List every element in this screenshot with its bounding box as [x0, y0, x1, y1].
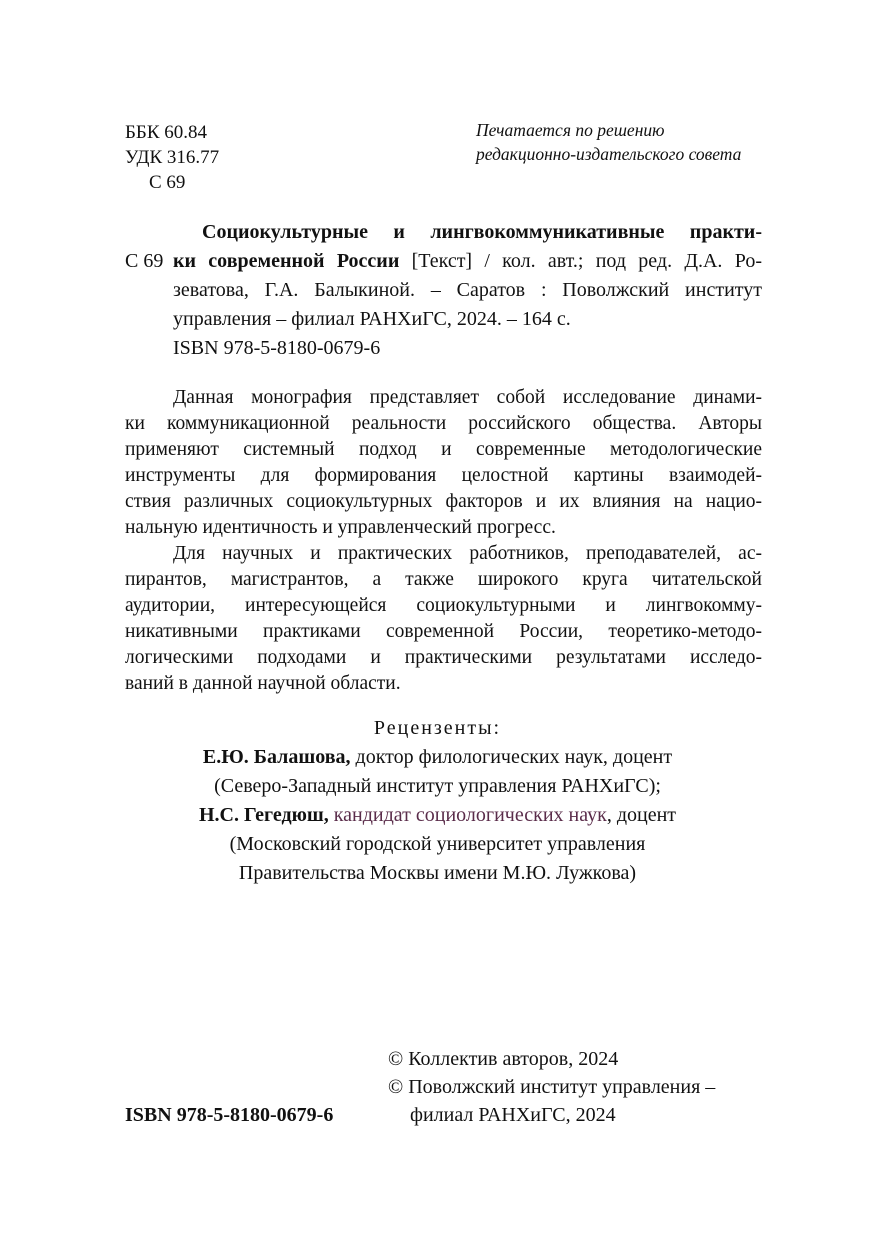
- annotation-p1-line: ствия различных социокультурных факторов и их влияния на нацио-: [125, 491, 762, 512]
- annotation-p2-line: ваний в данной научной области.: [125, 673, 401, 694]
- bibliography-isbn: ISBN 978-5-8180-0679-6: [173, 337, 381, 359]
- annotation-p1-line: ки коммуникационной реальности российского общества. Авторы: [125, 413, 762, 434]
- annotation-p2-line: Для научных и практических работников, преподавателей, ас-: [173, 543, 762, 564]
- bibliography-rest-line-2: [Текст] / кол. авт.; под ред. Д.А. Ро-: [399, 250, 762, 272]
- bibliography-side-mark: С 69: [125, 250, 164, 272]
- reviewer-1-title: доктор филологических наук, доцент: [350, 746, 673, 768]
- copyright-line-2: © Поволжский институт управления –: [388, 1076, 716, 1098]
- author-mark: С 69: [149, 172, 186, 193]
- reviewer-2-org-line-1: (Московский городской университет управления: [229, 833, 646, 855]
- bibliography-line-1: [125, 218, 762, 247]
- annotation-p2-line: аудитории, интересующейся социокультурными и лингвокомму-: [125, 595, 762, 616]
- reviewer-2-line: [0, 801, 875, 830]
- reviewer-2-title-accent: кандидат социологических наук: [333, 804, 607, 826]
- bibliography-title-part-2: ки современной России: [173, 250, 400, 272]
- reviewer-1-org: (Северо-Западный институт управления РАНХиГС);: [214, 775, 661, 797]
- bibliography-title-part-1: Социокультурные и лингвокоммуникативные практи-: [202, 221, 762, 243]
- reviewers-heading: Рецензенты:: [373, 717, 502, 739]
- bibliography-line-4: управления – филиал РАНХиГС, 2024. – 164 с.: [173, 308, 571, 330]
- annotation-p2-line: пирантов, магистрантов, а также широкого круга читательской: [125, 569, 762, 590]
- bbk-code: ББК 60.84: [125, 122, 207, 143]
- annotation: [125, 385, 762, 697]
- reviewers-block: [0, 714, 875, 888]
- copyright-line-3: филиал РАНХиГС, 2024: [410, 1104, 616, 1126]
- annotation-p2-line: логическими подходами и практическими результатами исследо-: [125, 647, 762, 668]
- annotation-p1-line: Данная монография представляет собой исследование динами-: [173, 387, 762, 408]
- annotation-p1-line: применяют системный подход и современные методологические: [125, 439, 762, 460]
- decision-line-2: редакционно-издательского совета: [476, 144, 742, 164]
- reviewer-1-name: Е.Ю. Балашова,: [202, 746, 351, 768]
- annotation-p2-line: никативными практиками современной России, теоретико-методо-: [125, 621, 762, 642]
- footer-isbn: ISBN 978-5-8180-0679-6: [125, 1104, 334, 1126]
- reviewer-2-title-rest: , доцент: [606, 804, 677, 826]
- bibliography-record: [125, 218, 762, 363]
- copyright-line-1: © Коллектив авторов, 2024: [388, 1048, 619, 1070]
- decision-line-1: Печатается по решению: [476, 120, 665, 140]
- annotation-p1-line: нальную идентичность и управленческий прогресс.: [125, 517, 556, 538]
- udk-code: УДК 316.77: [125, 147, 220, 168]
- bibliography-line-3: зеватова, Г.А. Балыкиной. – Саратов : Поволжский институт: [173, 279, 762, 301]
- reviewer-2-org-line-2: Правительства Москвы имени М.Ю. Лужкова): [238, 862, 637, 884]
- annotation-p1-line: инструменты для формирования целостной картины взаимодей-: [125, 465, 762, 486]
- reviewer-2-name: Н.С. Гегедюш,: [198, 804, 329, 826]
- reviewer-1-line: [0, 743, 875, 772]
- bibliography-line-2: [125, 247, 762, 276]
